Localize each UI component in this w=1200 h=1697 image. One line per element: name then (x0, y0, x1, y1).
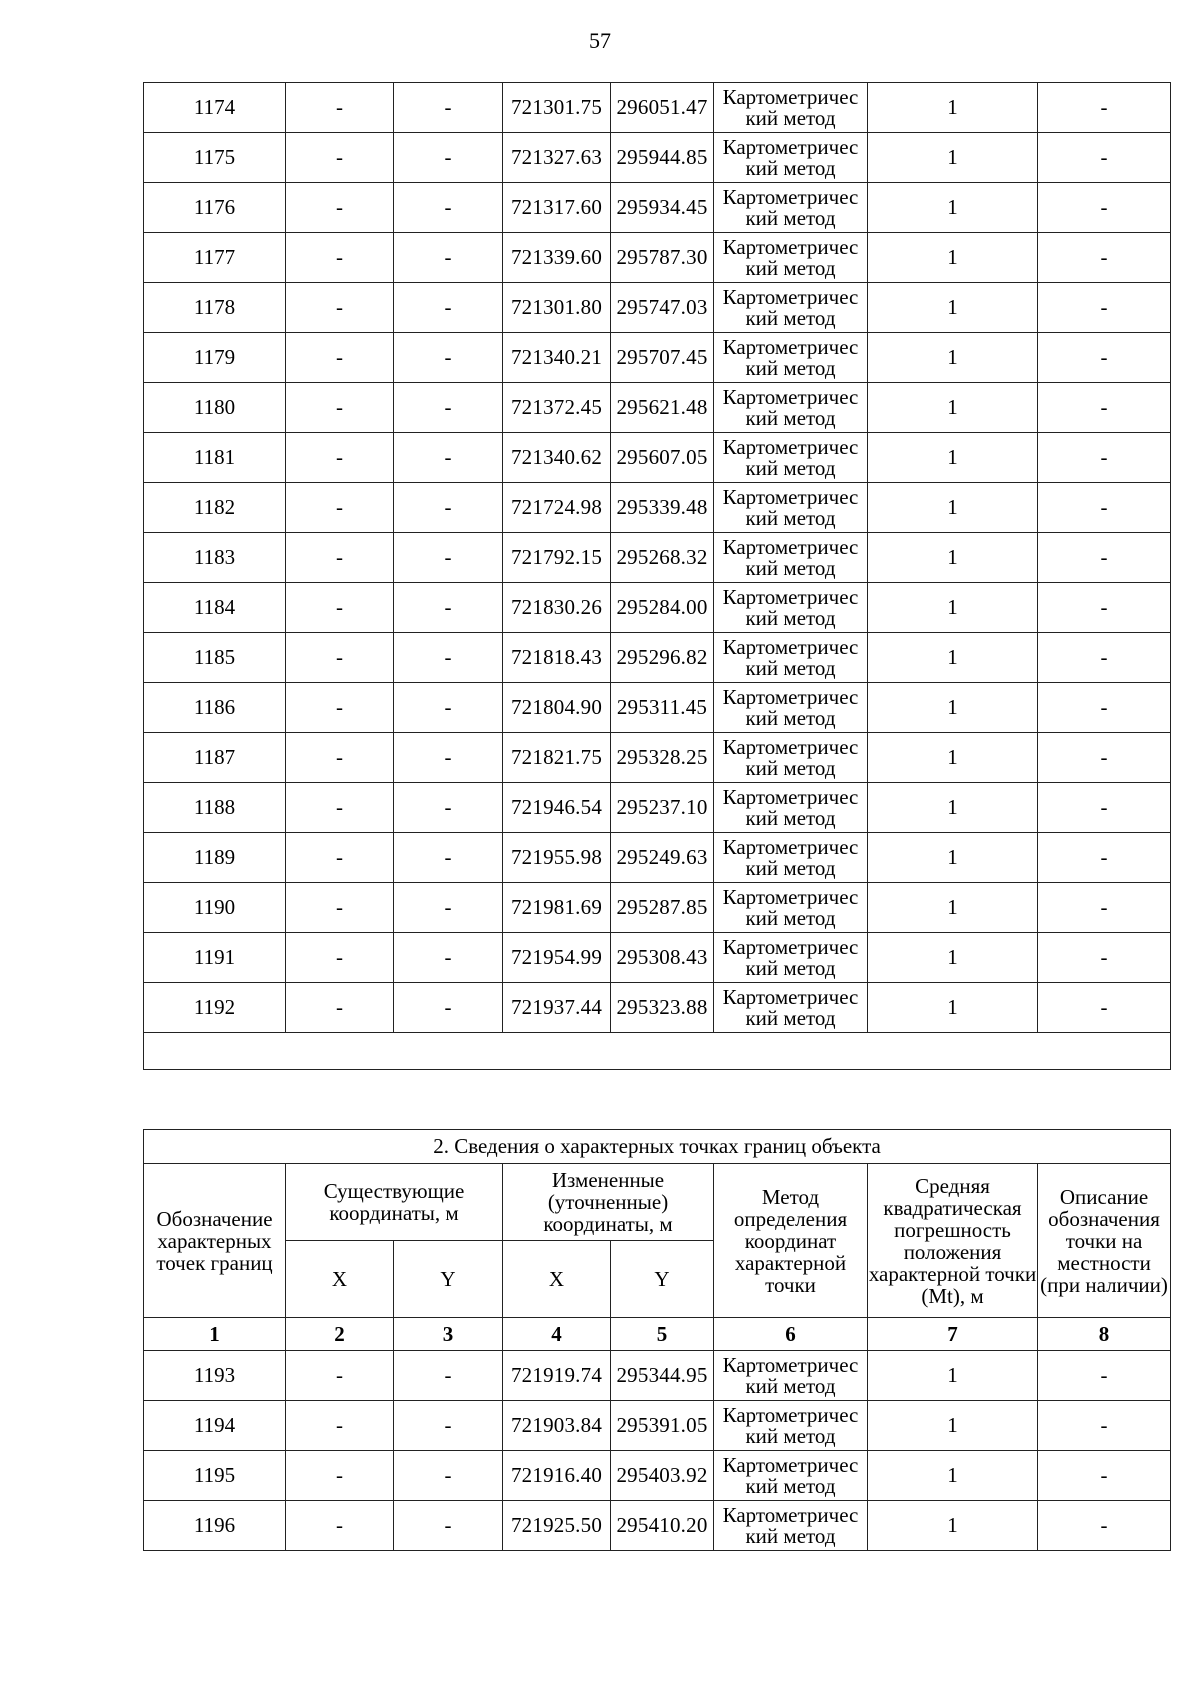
existing-x-cell: - (286, 633, 394, 683)
mt-cell: 1 (868, 133, 1038, 183)
column-number: 4 (503, 1318, 611, 1351)
existing-x-cell: - (286, 533, 394, 583)
existing-x-cell: - (286, 883, 394, 933)
point-id-cell: 1186 (144, 683, 286, 733)
existing-x-cell: - (286, 583, 394, 633)
changed-x-cell: 721340.62 (503, 433, 611, 483)
table1-body (144, 83, 1171, 1033)
existing-y-cell: - (394, 783, 503, 833)
point-id-cell: 1179 (144, 333, 286, 383)
table-row (144, 1401, 1171, 1451)
method-cell: Картометричес кий метод (714, 283, 868, 333)
existing-y-cell: - (394, 1451, 503, 1501)
column-numbers-row (144, 1318, 1171, 1351)
method-cell: Картометричес кий метод (714, 533, 868, 583)
point-id-cell: 1193 (144, 1351, 286, 1401)
existing-x-cell: - (286, 383, 394, 433)
method-cell: Картометричес кий метод (714, 883, 868, 933)
changed-y-cell: 295934.45 (611, 183, 714, 233)
mt-cell: 1 (868, 1501, 1038, 1551)
changed-y-cell: 295787.30 (611, 233, 714, 283)
point-id-cell: 1194 (144, 1401, 286, 1451)
mt-cell: 1 (868, 533, 1038, 583)
point-id-cell: 1182 (144, 483, 286, 533)
existing-x-cell: - (286, 1451, 394, 1501)
existing-x-cell: - (286, 433, 394, 483)
description-cell: - (1038, 583, 1171, 633)
changed-x-cell: 721937.44 (503, 983, 611, 1033)
point-id-cell: 1178 (144, 283, 286, 333)
point-id-cell: 1175 (144, 133, 286, 183)
point-id-cell: 1188 (144, 783, 286, 833)
changed-y-cell: 295237.10 (611, 783, 714, 833)
existing-x-cell: - (286, 233, 394, 283)
changed-y-cell: 295268.32 (611, 533, 714, 583)
header-row (144, 1164, 1171, 1241)
existing-x-cell: - (286, 1351, 394, 1401)
mt-cell: 1 (868, 233, 1038, 283)
changed-x-cell: 721340.21 (503, 333, 611, 383)
mt-cell: 1 (868, 933, 1038, 983)
existing-x-cell: - (286, 83, 394, 133)
method-cell: Картометричес кий метод (714, 1401, 868, 1451)
table-row (144, 483, 1171, 533)
existing-y-cell: - (394, 333, 503, 383)
description-cell: - (1038, 883, 1171, 933)
changed-x-cell: 721919.74 (503, 1351, 611, 1401)
description-cell: - (1038, 383, 1171, 433)
changed-x-cell: 721804.90 (503, 683, 611, 733)
description-cell: - (1038, 183, 1171, 233)
point-id-cell: 1176 (144, 183, 286, 233)
empty-row (144, 1033, 1171, 1070)
header-existing-x: X (286, 1241, 394, 1318)
existing-x-cell: - (286, 983, 394, 1033)
point-id-cell: 1180 (144, 383, 286, 433)
description-cell: - (1038, 633, 1171, 683)
description-cell: - (1038, 333, 1171, 383)
table-row (144, 283, 1171, 333)
table-row (144, 83, 1171, 133)
existing-x-cell: - (286, 483, 394, 533)
changed-y-cell: 295328.25 (611, 733, 714, 783)
column-number: 2 (286, 1318, 394, 1351)
table-row (144, 733, 1171, 783)
mt-cell: 1 (868, 483, 1038, 533)
existing-y-cell: - (394, 1401, 503, 1451)
method-cell: Картометричес кий метод (714, 183, 868, 233)
changed-y-cell: 295707.45 (611, 333, 714, 383)
existing-y-cell: - (394, 933, 503, 983)
existing-x-cell: - (286, 683, 394, 733)
table-row (144, 433, 1171, 483)
method-cell: Картометричес кий метод (714, 733, 868, 783)
existing-y-cell: - (394, 283, 503, 333)
existing-x-cell: - (286, 833, 394, 883)
description-cell: - (1038, 433, 1171, 483)
table-row (144, 183, 1171, 233)
header-method: Метод определения координат характерной точки (714, 1164, 868, 1318)
point-id-cell: 1189 (144, 833, 286, 883)
point-id-cell: 1181 (144, 433, 286, 483)
table-row (144, 133, 1171, 183)
changed-y-cell: 295621.48 (611, 383, 714, 433)
existing-y-cell: - (394, 683, 503, 733)
existing-y-cell: - (394, 733, 503, 783)
table-row (144, 933, 1171, 983)
table-row (144, 533, 1171, 583)
table-row (144, 883, 1171, 933)
changed-y-cell: 295311.45 (611, 683, 714, 733)
method-cell: Картометричес кий метод (714, 233, 868, 283)
mt-cell: 1 (868, 83, 1038, 133)
existing-y-cell: - (394, 1501, 503, 1551)
description-cell: - (1038, 1451, 1171, 1501)
changed-y-cell: 295249.63 (611, 833, 714, 883)
method-cell: Картометричес кий метод (714, 933, 868, 983)
existing-y-cell: - (394, 133, 503, 183)
header-changed-x: X (503, 1241, 611, 1318)
coordinates-table-continued (143, 82, 1171, 1070)
existing-x-cell: - (286, 133, 394, 183)
description-cell: - (1038, 783, 1171, 833)
method-cell: Картометричес кий метод (714, 583, 868, 633)
point-id-cell: 1187 (144, 733, 286, 783)
method-cell: Картометричес кий метод (714, 833, 868, 883)
existing-y-cell: - (394, 433, 503, 483)
existing-y-cell: - (394, 83, 503, 133)
mt-cell: 1 (868, 433, 1038, 483)
existing-y-cell: - (394, 983, 503, 1033)
mt-cell: 1 (868, 583, 1038, 633)
table-title-row (144, 1130, 1171, 1164)
existing-y-cell: - (394, 833, 503, 883)
changed-x-cell: 721946.54 (503, 783, 611, 833)
method-cell: Картометричес кий метод (714, 1351, 868, 1401)
header-description: Описание обозначения точки на местности (при наличии) (1038, 1164, 1171, 1318)
description-cell: - (1038, 483, 1171, 533)
changed-y-cell: 295391.05 (611, 1401, 714, 1451)
point-id-cell: 1190 (144, 883, 286, 933)
mt-cell: 1 (868, 883, 1038, 933)
header-changed-y: Y (611, 1241, 714, 1318)
existing-x-cell: - (286, 183, 394, 233)
description-cell: - (1038, 983, 1171, 1033)
changed-y-cell: 295747.03 (611, 283, 714, 333)
mt-cell: 1 (868, 183, 1038, 233)
existing-y-cell: - (394, 183, 503, 233)
changed-x-cell: 721954.99 (503, 933, 611, 983)
table-row (144, 583, 1171, 633)
existing-y-cell: - (394, 233, 503, 283)
column-number: 8 (1038, 1318, 1171, 1351)
point-id-cell: 1192 (144, 983, 286, 1033)
description-cell: - (1038, 533, 1171, 583)
changed-x-cell: 721830.26 (503, 583, 611, 633)
changed-x-cell: 721301.75 (503, 83, 611, 133)
header-existing-y: Y (394, 1241, 503, 1318)
method-cell: Картометричес кий метод (714, 1451, 868, 1501)
description-cell: - (1038, 1401, 1171, 1451)
method-cell: Картометричес кий метод (714, 683, 868, 733)
column-number: 3 (394, 1318, 503, 1351)
changed-y-cell: 296051.47 (611, 83, 714, 133)
changed-x-cell: 721818.43 (503, 633, 611, 683)
mt-cell: 1 (868, 983, 1038, 1033)
existing-x-cell: - (286, 333, 394, 383)
method-cell: Картометричес кий метод (714, 983, 868, 1033)
table-row (144, 633, 1171, 683)
method-cell: Картометричес кий метод (714, 333, 868, 383)
changed-x-cell: 721317.60 (503, 183, 611, 233)
existing-y-cell: - (394, 1351, 503, 1401)
point-id-cell: 1184 (144, 583, 286, 633)
description-cell: - (1038, 683, 1171, 733)
changed-x-cell: 721916.40 (503, 1451, 611, 1501)
existing-x-cell: - (286, 1401, 394, 1451)
existing-x-cell: - (286, 283, 394, 333)
existing-x-cell: - (286, 783, 394, 833)
method-cell: Картометричес кий метод (714, 433, 868, 483)
changed-x-cell: 721372.45 (503, 383, 611, 433)
table-row (144, 683, 1171, 733)
column-number: 7 (868, 1318, 1038, 1351)
changed-y-cell: 295339.48 (611, 483, 714, 533)
header-mt: Средняя квадратическая погрешность положения характерной точки (Mt), м (868, 1164, 1038, 1318)
mt-cell: 1 (868, 833, 1038, 883)
changed-x-cell: 721925.50 (503, 1501, 611, 1551)
point-id-cell: 1183 (144, 533, 286, 583)
point-id-cell: 1196 (144, 1501, 286, 1551)
table-row (144, 233, 1171, 283)
header-existing-coords: Существующие координаты, м (286, 1164, 503, 1241)
description-cell: - (1038, 1351, 1171, 1401)
changed-x-cell: 721792.15 (503, 533, 611, 583)
table-row (144, 983, 1171, 1033)
description-cell: - (1038, 833, 1171, 883)
page-number: 57 (589, 28, 611, 53)
changed-y-cell: 295403.92 (611, 1451, 714, 1501)
description-cell: - (1038, 233, 1171, 283)
mt-cell: 1 (868, 1401, 1038, 1451)
method-cell: Картометричес кий метод (714, 133, 868, 183)
description-cell: - (1038, 283, 1171, 333)
table-title: 2. Сведения о характерных точках границ объекта (144, 1130, 1171, 1164)
changed-y-cell: 295284.00 (611, 583, 714, 633)
table-row (144, 1351, 1171, 1401)
changed-y-cell: 295308.43 (611, 933, 714, 983)
empty-cell (144, 1033, 1171, 1070)
method-cell: Картометричес кий метод (714, 783, 868, 833)
existing-y-cell: - (394, 483, 503, 533)
existing-y-cell: - (394, 633, 503, 683)
changed-x-cell: 721724.98 (503, 483, 611, 533)
mt-cell: 1 (868, 633, 1038, 683)
table-row (144, 1451, 1171, 1501)
mt-cell: 1 (868, 1351, 1038, 1401)
table-row (144, 833, 1171, 883)
existing-x-cell: - (286, 933, 394, 983)
changed-y-cell: 295323.88 (611, 983, 714, 1033)
header-changed-coords: Измененные (уточненные) координаты, м (503, 1164, 714, 1241)
mt-cell: 1 (868, 383, 1038, 433)
existing-x-cell: - (286, 1501, 394, 1551)
changed-x-cell: 721903.84 (503, 1401, 611, 1451)
column-number: 5 (611, 1318, 714, 1351)
existing-y-cell: - (394, 583, 503, 633)
table-row (144, 383, 1171, 433)
characteristic-points-table (143, 1129, 1171, 1551)
changed-x-cell: 721981.69 (503, 883, 611, 933)
changed-y-cell: 295296.82 (611, 633, 714, 683)
method-cell: Картометричес кий метод (714, 483, 868, 533)
table-row (144, 1501, 1171, 1551)
table-row (144, 783, 1171, 833)
existing-x-cell: - (286, 733, 394, 783)
changed-y-cell: 295287.85 (611, 883, 714, 933)
description-cell: - (1038, 133, 1171, 183)
changed-x-cell: 721339.60 (503, 233, 611, 283)
changed-y-cell: 295944.85 (611, 133, 714, 183)
mt-cell: 1 (868, 283, 1038, 333)
changed-y-cell: 295344.95 (611, 1351, 714, 1401)
changed-x-cell: 721955.98 (503, 833, 611, 883)
changed-y-cell: 295410.20 (611, 1501, 714, 1551)
mt-cell: 1 (868, 733, 1038, 783)
changed-y-cell: 295607.05 (611, 433, 714, 483)
description-cell: - (1038, 733, 1171, 783)
header-point-designation: Обозначение характерных точек границ (144, 1164, 286, 1318)
point-id-cell: 1195 (144, 1451, 286, 1501)
existing-y-cell: - (394, 533, 503, 583)
point-id-cell: 1177 (144, 233, 286, 283)
mt-cell: 1 (868, 1451, 1038, 1501)
existing-y-cell: - (394, 383, 503, 433)
table2-body (144, 1351, 1171, 1551)
description-cell: - (1038, 1501, 1171, 1551)
changed-x-cell: 721301.80 (503, 283, 611, 333)
mt-cell: 1 (868, 333, 1038, 383)
existing-y-cell: - (394, 883, 503, 933)
mt-cell: 1 (868, 783, 1038, 833)
table-row (144, 333, 1171, 383)
point-id-cell: 1185 (144, 633, 286, 683)
point-id-cell: 1174 (144, 83, 286, 133)
column-number: 1 (144, 1318, 286, 1351)
method-cell: Картометричес кий метод (714, 633, 868, 683)
description-cell: - (1038, 933, 1171, 983)
column-number: 6 (714, 1318, 868, 1351)
point-id-cell: 1191 (144, 933, 286, 983)
method-cell: Картометричес кий метод (714, 383, 868, 433)
changed-x-cell: 721821.75 (503, 733, 611, 783)
method-cell: Картометричес кий метод (714, 1501, 868, 1551)
description-cell: - (1038, 83, 1171, 133)
method-cell: Картометричес кий метод (714, 83, 868, 133)
mt-cell: 1 (868, 683, 1038, 733)
changed-x-cell: 721327.63 (503, 133, 611, 183)
